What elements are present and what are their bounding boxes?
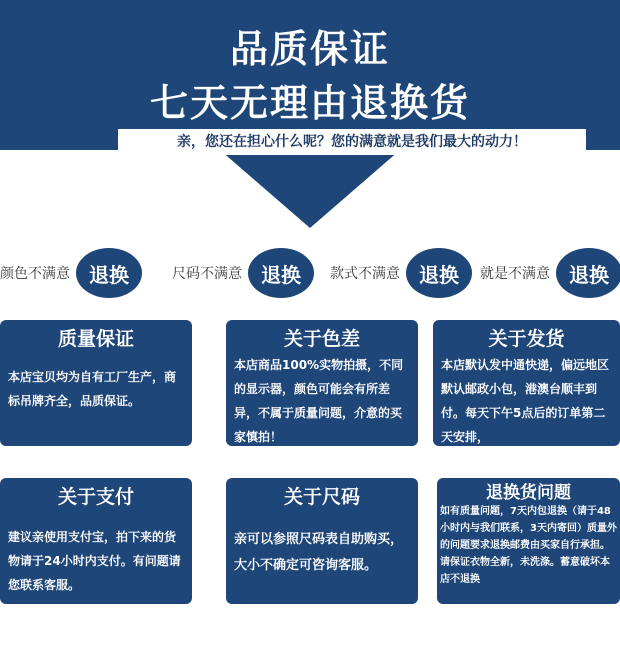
card-return-issues	[437, 478, 620, 604]
card-quality-guarantee	[0, 320, 192, 446]
banner-title-return-policy: 七天无理由退换货	[149, 81, 470, 125]
card-body: 如有质量问题，7天内包退换（请于48小时内与我们联系，3天内寄回）质量外的问题要求退换邮费由买家自行承担。请保证衣物全新，未洗涤。蓄意破坏本店不退换	[440, 506, 617, 585]
card-color-difference	[226, 320, 418, 446]
exchange-item-any	[480, 248, 620, 298]
card-title: 关于尺码	[283, 486, 360, 508]
card-title: 退换货问题	[486, 483, 571, 503]
exchange-badge: 退换	[406, 248, 472, 298]
card-body: 本店默认发中通快递，偏远地区默认邮政小包，港澳台顺丰到付。每天下午5点后的订单第二天安排，	[441, 358, 610, 444]
banner-tagline: 亲，您还在担心什么呢？您的满意就是我们最大的动力！	[118, 129, 586, 155]
card-body: 建议亲使用支付宝，拍下来的货物请于24小时内支付。有问题请您联系客服。	[8, 530, 181, 592]
card-payment	[0, 478, 192, 604]
card-body: 本店商品100%实物拍摄，不同的显示器，颜色可能会有所差异，不属于质量问题，介意的买家慎拍！	[234, 358, 404, 444]
exchange-badge: 退换	[556, 248, 620, 298]
card-shipping	[433, 320, 620, 446]
exchange-item-size	[172, 248, 314, 298]
exchange-item-style	[330, 248, 472, 298]
exchange-reason-label: 颜色不满意	[0, 266, 70, 282]
exchange-reason-label: 尺码不满意	[172, 266, 242, 282]
banner-title-quality: 品质保证	[229, 27, 390, 71]
exchange-item-color	[0, 248, 142, 298]
card-body: 本店宝贝均为自有工厂生产，商标吊牌齐全，品质保证。	[8, 370, 177, 408]
card-body: 亲可以参照尺码表自助购买，大小不确定可咨询客服。	[234, 532, 404, 573]
exchange-badge: 退换	[248, 248, 314, 298]
exchange-badge: 退换	[76, 248, 142, 298]
card-title: 关于发货	[488, 328, 565, 350]
card-title: 关于色差	[283, 328, 360, 350]
guarantee-banner	[0, 0, 620, 230]
exchange-reason-label: 就是不满意	[480, 266, 550, 282]
card-title: 关于支付	[57, 486, 134, 508]
card-title: 质量保证	[57, 328, 134, 350]
card-sizing	[226, 478, 418, 604]
exchange-reason-label: 款式不满意	[330, 266, 400, 282]
